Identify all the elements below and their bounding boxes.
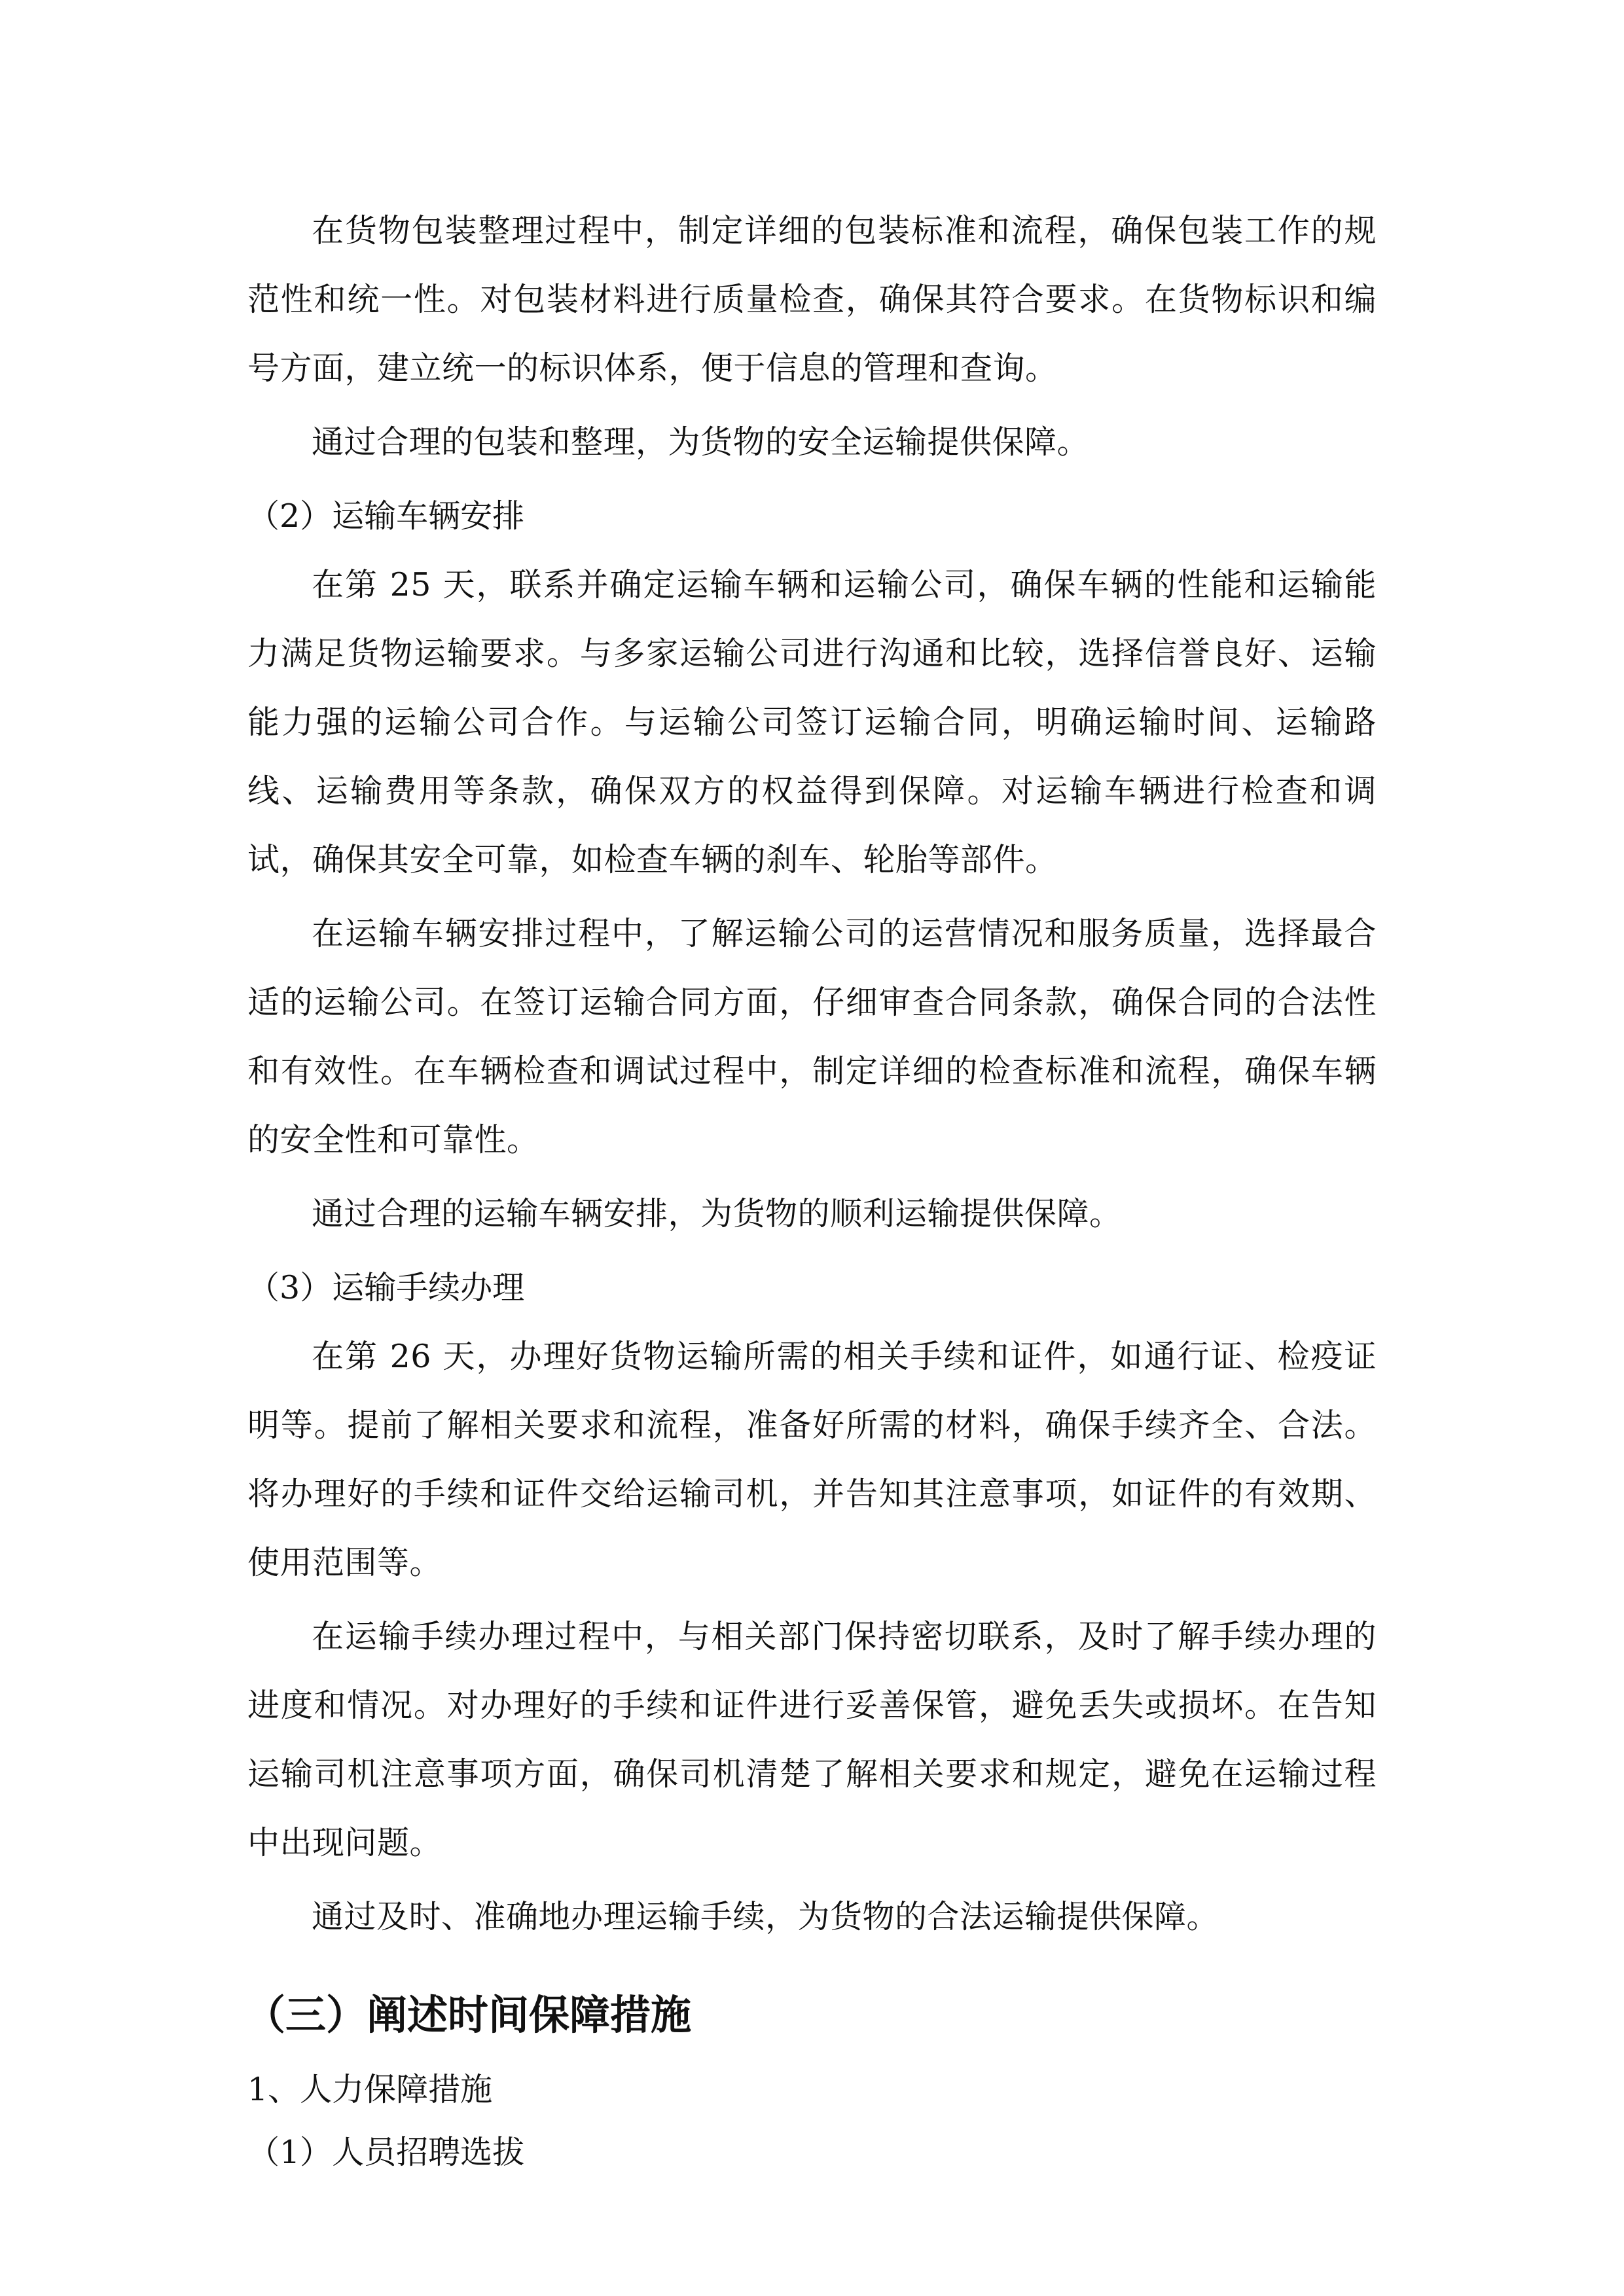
paragraph-vehicle-summary: 通过合理的运输车辆安排，为货物的顺利运输提供保障。 [312,1195,1122,1232]
paragraph-vehicle-process: 在运输车辆安排过程中，了解运输公司的运营情况和服务质量，选择最合适的运输公司。在签订运输合同方面，仔细审查合同条款，确保合同的合法性和有效性。在车辆检查和调试过程中，制定详细的检查标准和流程，确保车辆的安全性和可靠性。 [247,915,1377,1158]
paragraph-procedures-day26: 在第 26 天，办理好货物运输所需的相关手续和证件，如通行证、检疫证明等。提前了解相关要求和流程，准备好所需的材料，确保手续齐全、合法。将办理好的手续和证件交给运输司机，并告知其注意事项，如证件的有效期、使用范围等。 [247,1338,1377,1581]
heading-human-resources: 1、人力保障措施 [247,2071,493,2108]
paragraph-vehicle-day25: 在第 25 天，联系并确定运输车辆和运输公司，确保车辆的性能和运输能力满足货物运输要求。与多家运输公司进行沟通和比较，选择信誉良好、运输能力强的运输公司合作。与运输公司签订运输合同，明确运输时间、运输路线、运输费用等条款，确保双方的权益得到保障。对运输车辆进行检查和调试，确保其安全可靠，如检查车辆的刹车、轮胎等部件。 [247,566,1377,878]
paragraph-procedures-process: 在运输手续办理过程中，与相关部门保持密切联系，及时了解手续办理的进度和情况。对办理好的手续和证件进行妥善保管，避免丢失或损坏。在告知运输司机注意事项方面，确保司机清楚了解相关要求和规定，避免在运输过程中出现问题。 [247,1618,1377,1861]
subheading-recruitment: （1）人员招聘选拔 [247,2134,525,2171]
paragraph-procedures-summary: 通过及时、准确地办理运输手续，为货物的合法运输提供保障。 [312,1898,1219,1935]
subheading-vehicle-arrangement: （2）运输车辆安排 [247,497,525,535]
paragraph-packaging-summary: 通过合理的包装和整理，为货物的安全运输提供保障。 [312,423,1090,461]
section-heading-time-guarantee: （三）阐述时间保障措施 [245,1991,692,2039]
document-page [247,196,1377,2184]
subheading-transport-procedures: （3）运输手续办理 [247,1269,525,1306]
paragraph-packaging-standards: 在货物包装整理过程中，制定详细的包装标准和流程，确保包装工作的规范性和统一性。对包装材料进行质量检查，确保其符合要求。在货物标识和编号方面，建立统一的标识体系，便于信息的管理和查询。 [247,212,1377,387]
